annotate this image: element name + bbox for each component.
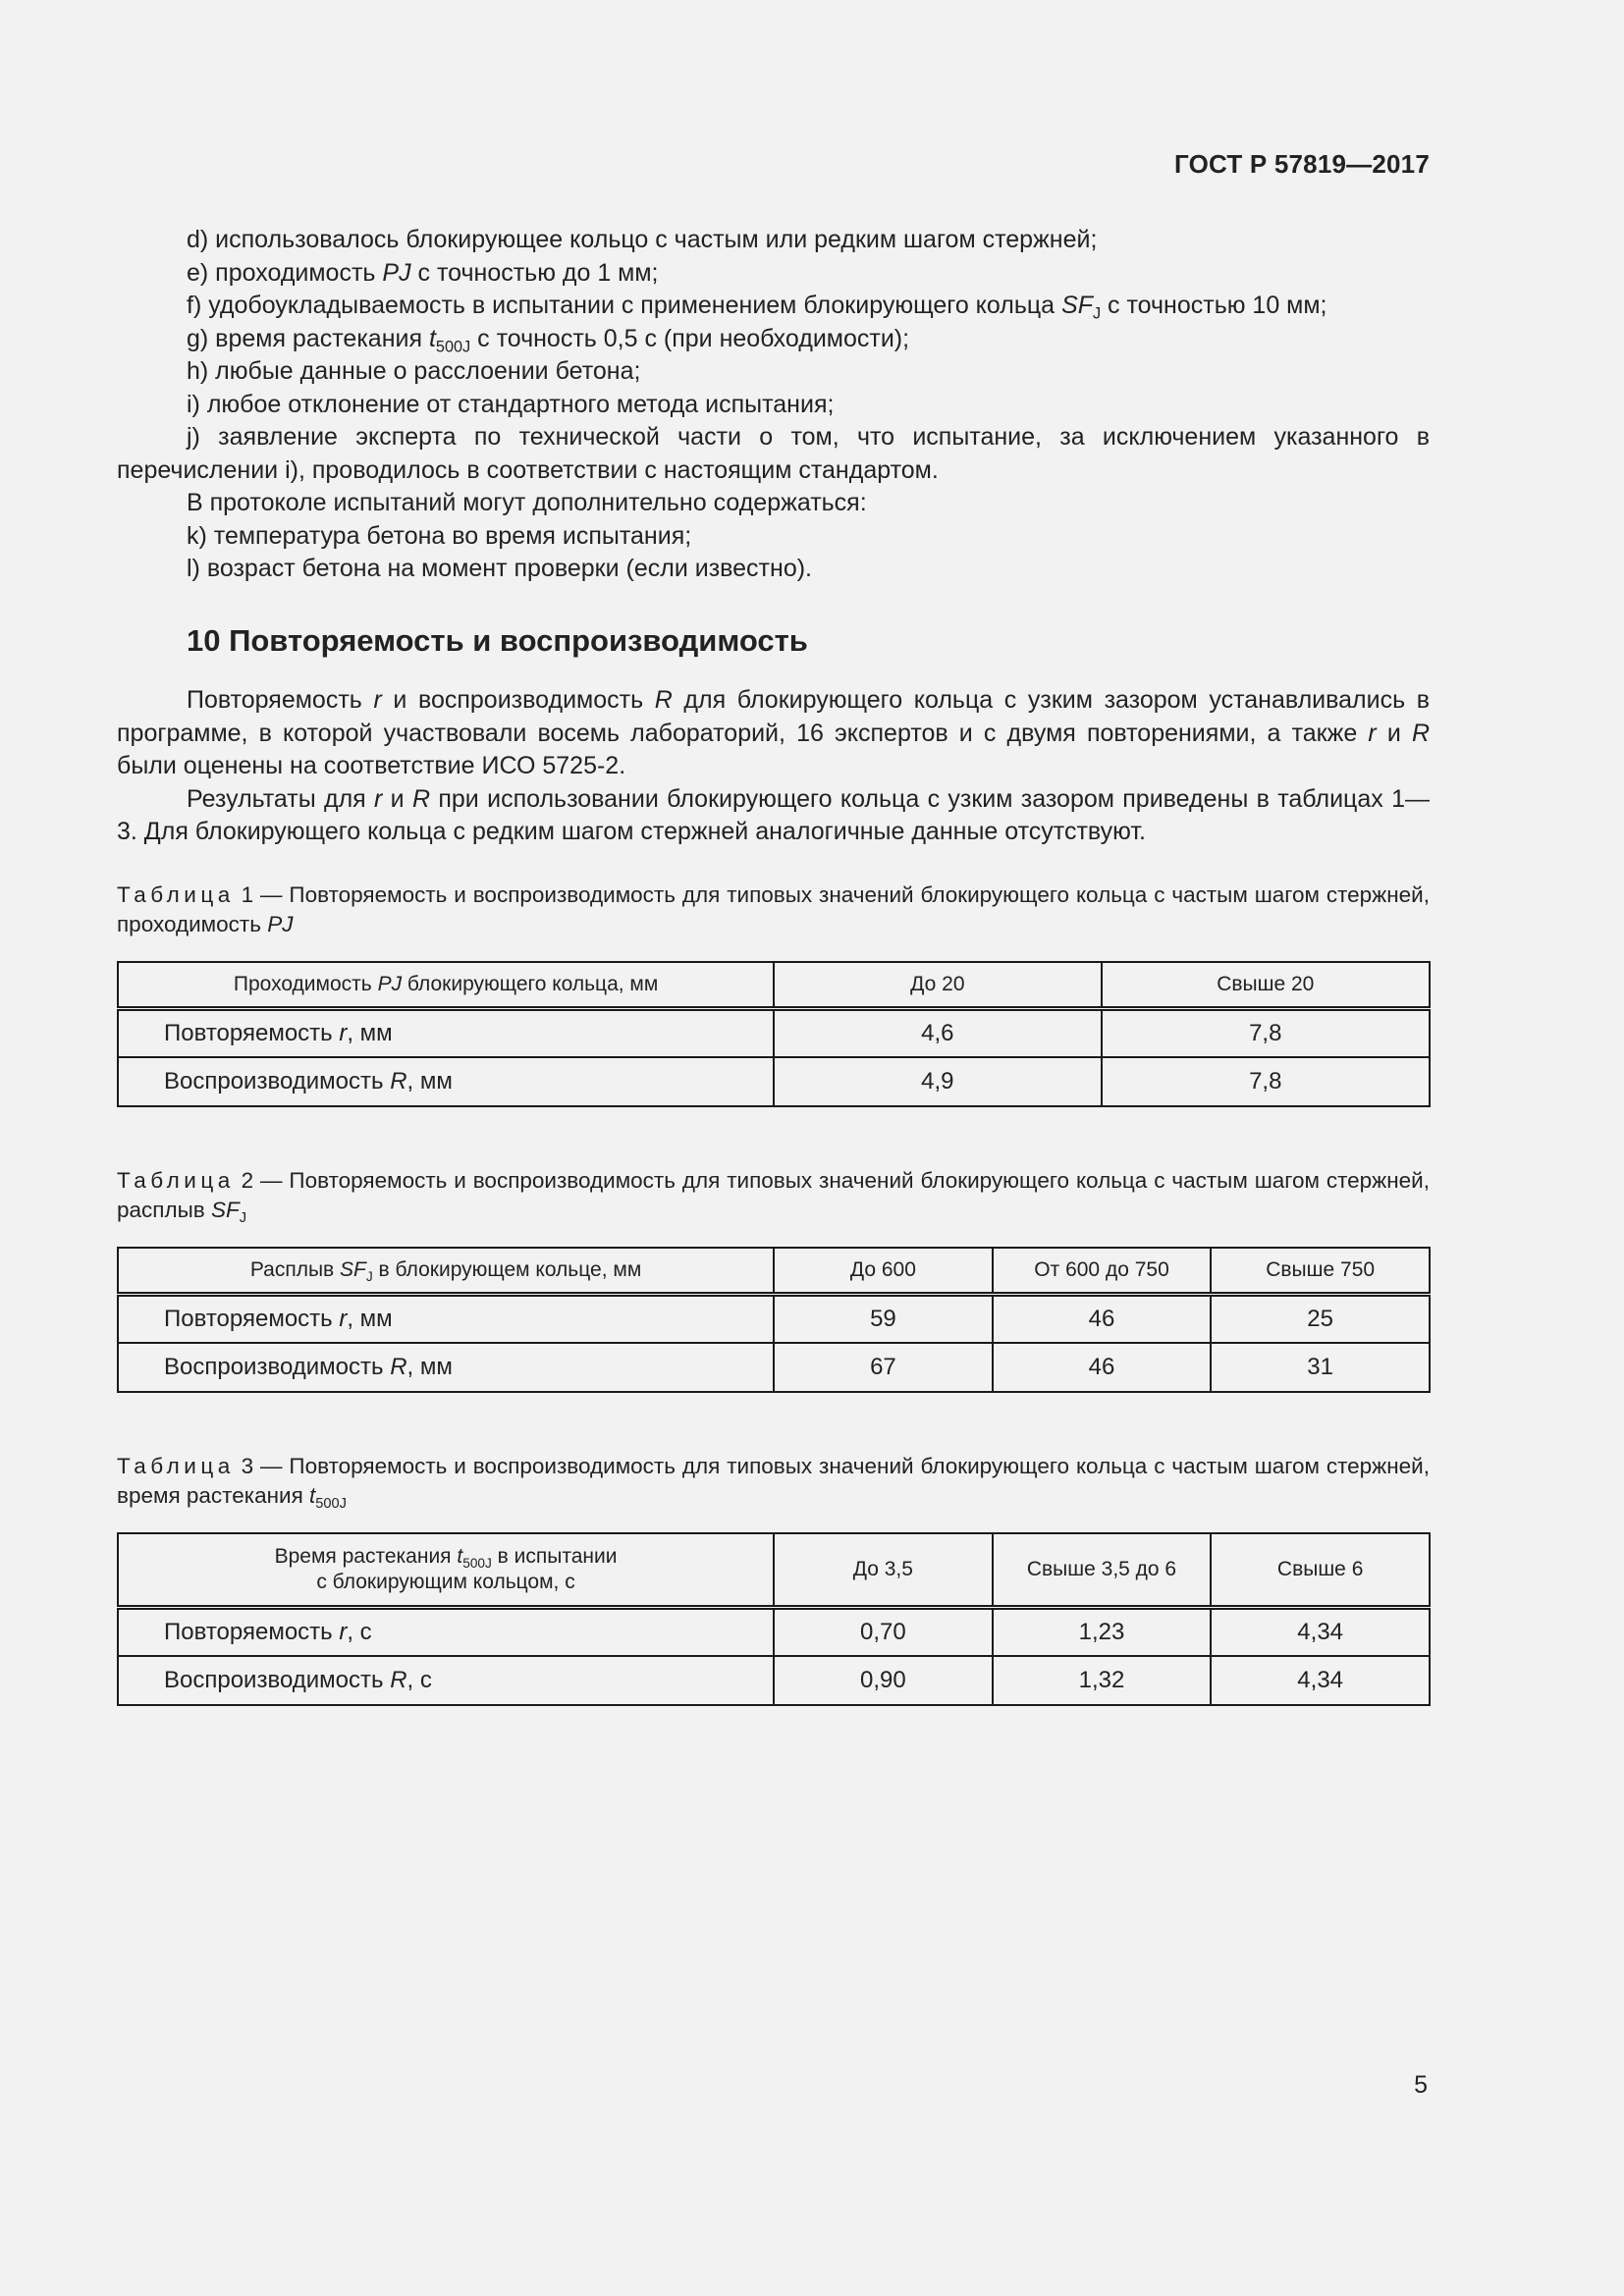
table-cell: 46 [993, 1343, 1212, 1392]
table-row [118, 1607, 1430, 1656]
table-cell: 1,23 [993, 1607, 1212, 1656]
enumeration-list [117, 224, 1430, 586]
paragraph-2: Результаты для r и R при использовании блокирующего кольца с узким зазором приведены в таблицах 1—3. Для блокирующего кольца с редким шагом стержней аналогичные данные отсутствуют. [117, 784, 1431, 845]
table-2-col-1: До 600 [774, 1248, 993, 1294]
table-row [118, 1656, 1430, 1705]
paragraph-1: Повторяемость r и воспроизводимость R для блокирующего кольца с узким зазором устанавливались в программе, в которой участвовали восемь лабораторий, 16 экспертов и с двумя повторениями, а также r и R были оценены на соответствие ИСО 5725-2. [117, 686, 1431, 779]
list-item-e: e) проходимость PJ с точностью до 1 мм; [187, 258, 659, 287]
table-3-col-3: Свыше 6 [1211, 1533, 1430, 1607]
row-label-repeatability: Повторяемость r, с [118, 1607, 774, 1656]
row-label-repeatability: Повторяемость r, мм [118, 1294, 774, 1343]
table-row [118, 1294, 1430, 1343]
list-item-k: k) температура бетона во время испытания; [187, 521, 692, 550]
list-item-l: l) возраст бетона на момент проверки (если известно). [187, 555, 812, 582]
document-id: ГОСТ Р 57819—2017 [1174, 149, 1430, 179]
table-2-caption: Таблица 2 — Повторяемость и воспроизводимость для типовых значений блокирующего кольца с частым шагом стержней, расплыв $SF_J$ [117, 1168, 1430, 1227]
row-label-reproducibility: Воспроизводимость R, с [118, 1656, 774, 1705]
row-label-reproducibility: Воспроизводимость R, мм [118, 1057, 774, 1106]
table-cell: 4,9 [774, 1057, 1101, 1106]
table-3-caption: Таблица 3 — Повторяемость и воспроизводимость для типовых значений блокирующего кольца с частым шагом стержней, время растекания $t_{500J}$ [117, 1454, 1430, 1513]
list-item-j: j) заявление эксперта по технической части о том, что испытание, за исключением указанного в перечислении i), проводилось в соответствии с настоящим стандартом. [117, 423, 1430, 484]
table-3-header-label: Время растекания $t_{500J}$ в испытании с блокирующим кольцом, с [118, 1533, 774, 1607]
table-2-header-label: Расплыв $SF_J$ в блокирующем кольце, мм [118, 1248, 774, 1294]
table-cell: 67 [774, 1343, 993, 1392]
table-3 [117, 1532, 1431, 1706]
table-cell: 7,8 [1102, 1008, 1430, 1057]
list-item-g: g) время растекания $t_{500J}$ с точность 0,5 с (при необходимости); [187, 324, 910, 356]
table-cell: 4,34 [1211, 1656, 1430, 1705]
table-3-col-2: Свыше 3,5 до 6 [993, 1533, 1212, 1607]
table-1-col-2: Свыше 20 [1102, 962, 1430, 1008]
table-row [118, 1008, 1430, 1057]
table-cell: 31 [1211, 1343, 1430, 1392]
list-item-f: f) удобоукладываемость в испытании с применением блокирующего кольца $SF_J$ с точностью 10 мм; [187, 292, 1327, 323]
row-label-repeatability: Повторяемость r, мм [118, 1008, 774, 1057]
table-cell: 1,32 [993, 1656, 1212, 1705]
table-row [118, 1057, 1430, 1106]
table-cell: 46 [993, 1294, 1212, 1343]
table-row [118, 1343, 1430, 1392]
list-item-i: i) любое отклонение от стандартного метода испытания; [187, 390, 835, 418]
list-item-d: d) использовалось блокирующее кольцо с частым или редким шагом стержней; [187, 226, 1098, 253]
page-number: 5 [1414, 2071, 1428, 2099]
table-cell: 0,90 [774, 1656, 993, 1705]
row-label-reproducibility: Воспроизводимость R, мм [118, 1343, 774, 1392]
table-1-header-label: Проходимость PJ блокирующего кольца, мм [118, 962, 774, 1008]
table-2 [117, 1247, 1431, 1393]
table-cell: 59 [774, 1294, 993, 1343]
table-cell: 7,8 [1102, 1057, 1430, 1106]
table-cell: 25 [1211, 1294, 1430, 1343]
table-cell: 4,6 [774, 1008, 1101, 1057]
list-item-h: h) любые данные о расслоении бетона; [187, 357, 641, 385]
table-cell: 0,70 [774, 1607, 993, 1656]
table-1 [117, 961, 1431, 1107]
table-2-col-2: От 600 до 750 [993, 1248, 1212, 1294]
section-text [117, 684, 1430, 849]
table-1-col-1: До 20 [774, 962, 1101, 1008]
table-1-caption: Таблица 1 — Повторяемость и воспроизводимость для типовых значений блокирующего кольца с частым шагом стержней, проходимость PJ [117, 882, 1430, 936]
protocol-note: В протоколе испытаний могут дополнительно содержаться: [187, 489, 867, 516]
table-cell: 4,34 [1211, 1607, 1430, 1656]
table-2-col-3: Свыше 750 [1211, 1248, 1430, 1294]
section-heading: 10 Повторяемость и воспроизводимость [187, 623, 808, 658]
table-3-col-1: До 3,5 [774, 1533, 993, 1607]
